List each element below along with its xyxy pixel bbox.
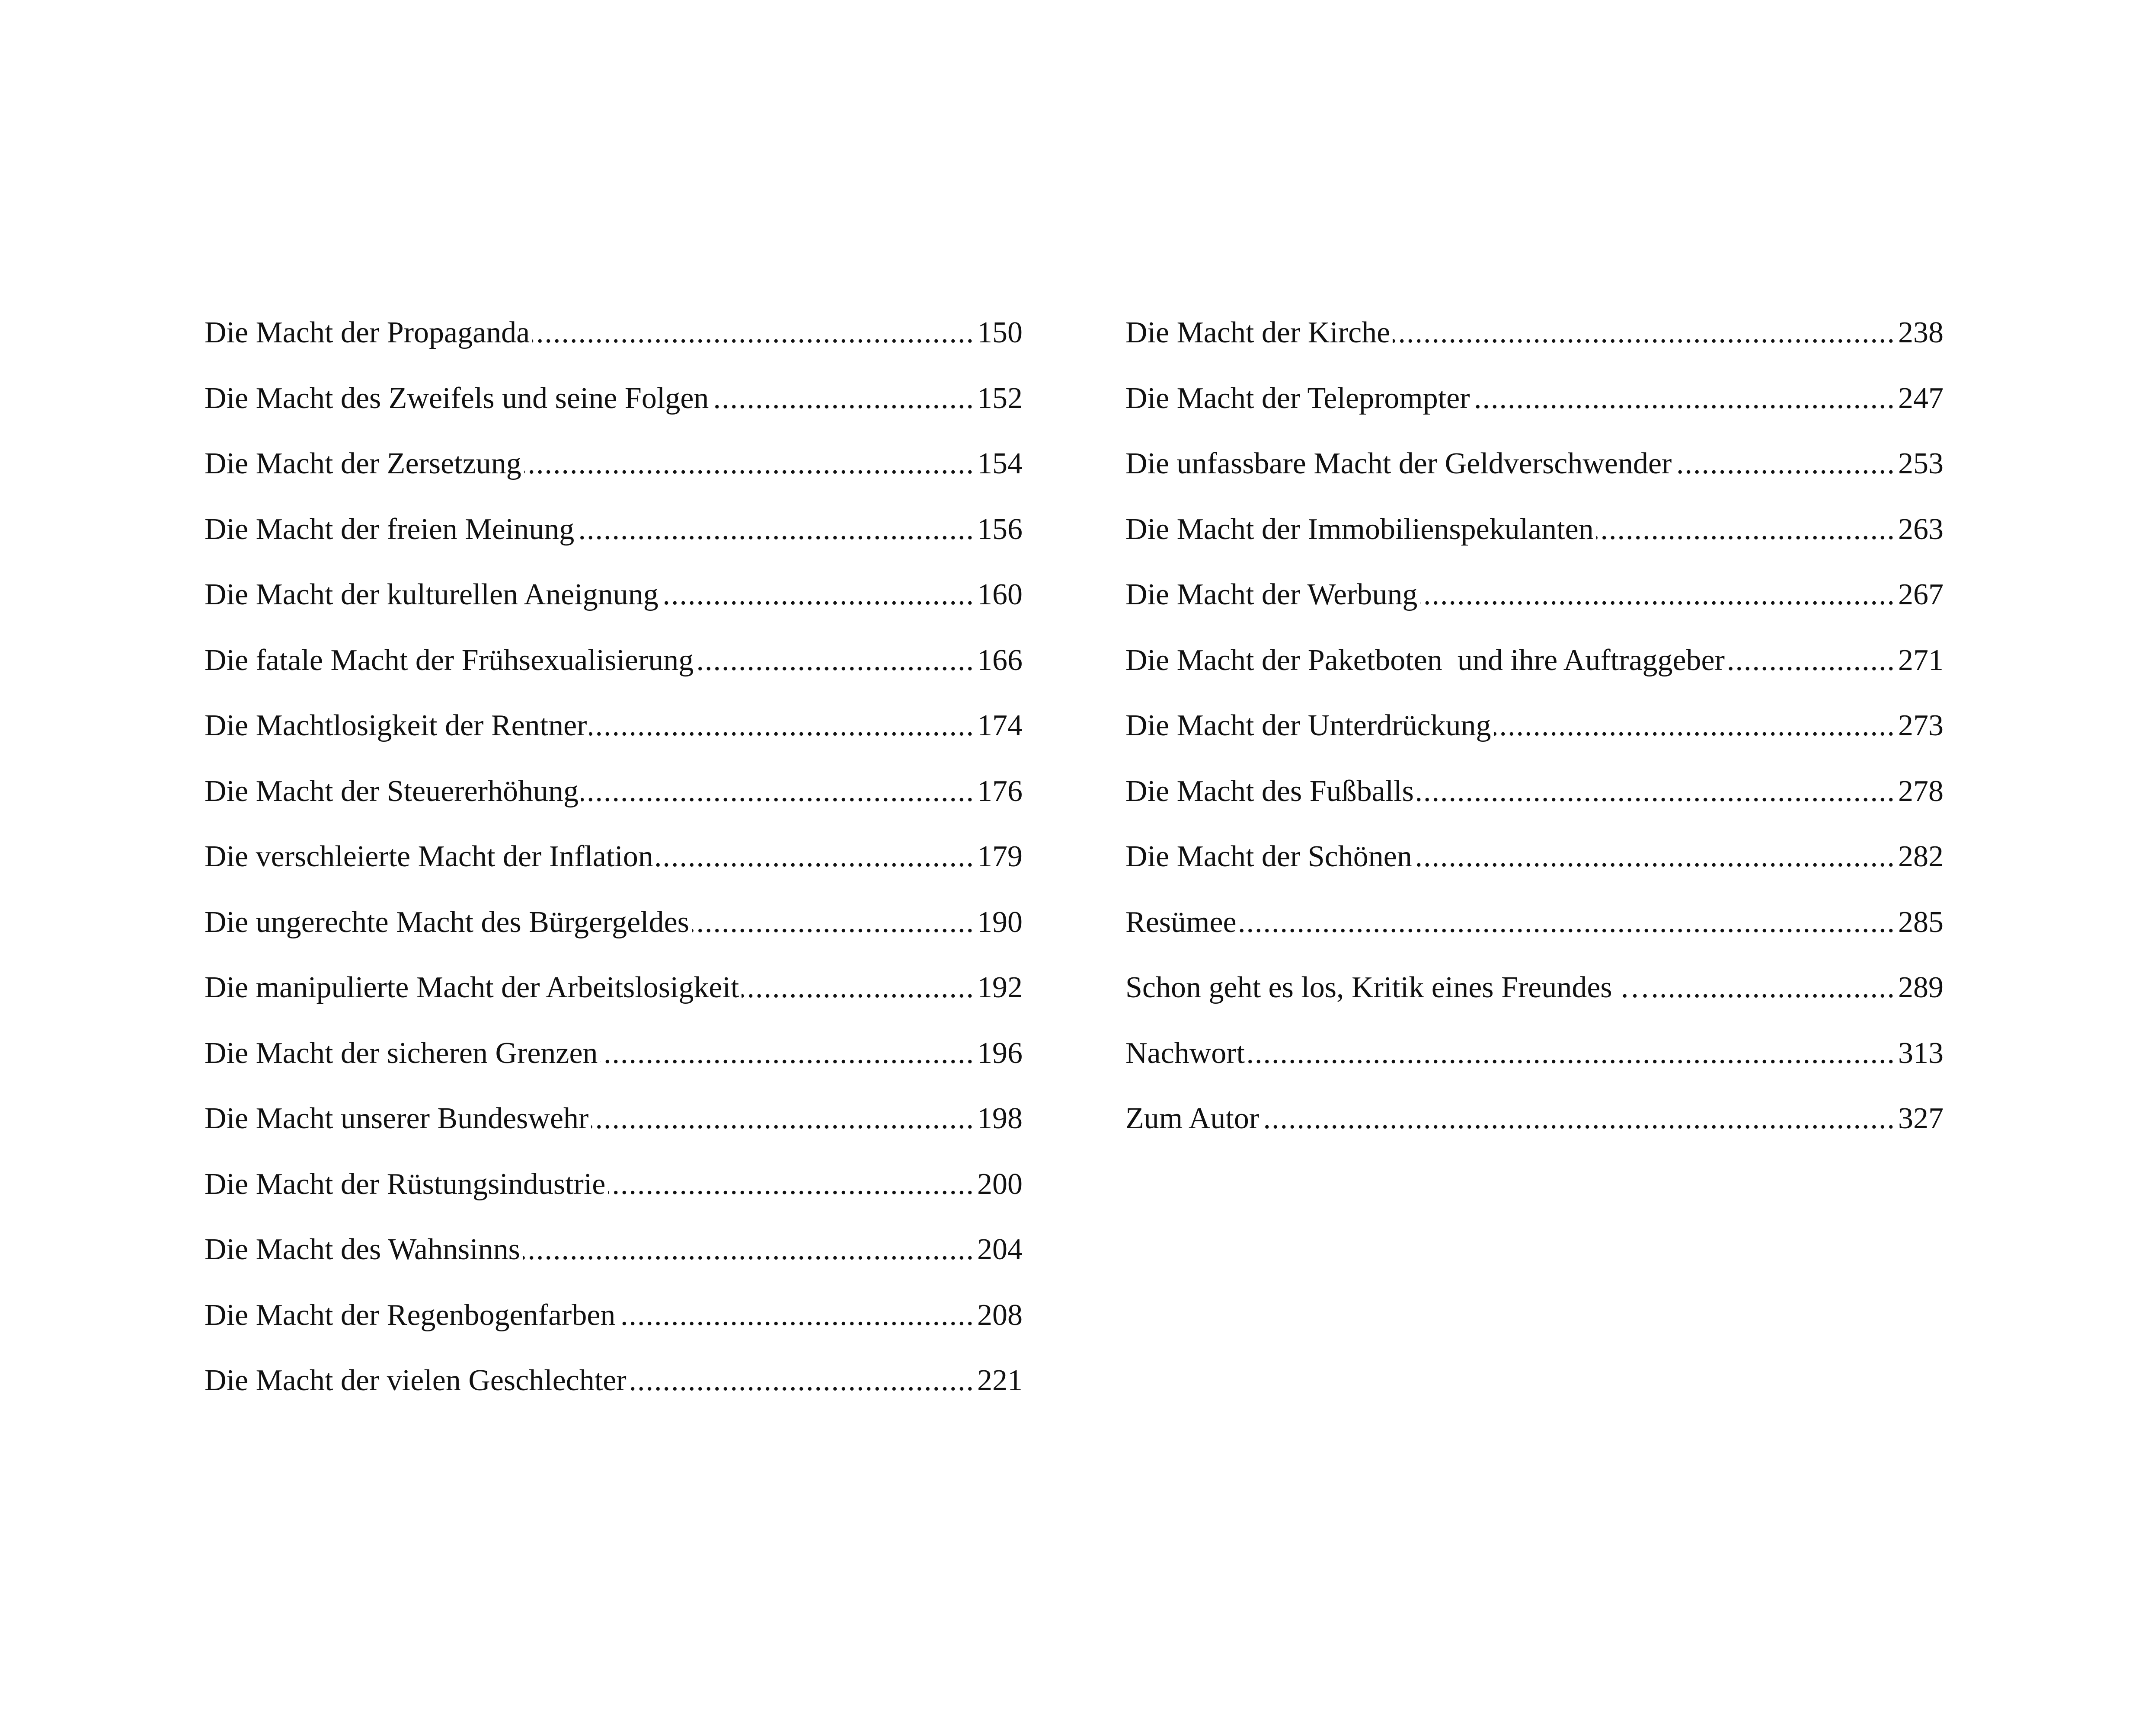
- toc-entry: [205, 829, 1023, 894]
- toc-dot-leader: [656, 829, 975, 885]
- toc-dot-leader: [1416, 763, 1896, 820]
- toc-entry-title: Die Macht der kulturellen Aneignung: [205, 578, 659, 611]
- toc-entry-page: 154: [977, 447, 1023, 480]
- toc-entry-title: Die Macht der Unterdrückung: [1125, 709, 1491, 742]
- toc-left-column: [205, 305, 1023, 1418]
- toc-dot-leader: [1653, 960, 1896, 1016]
- toc-entry: [1125, 501, 1944, 567]
- toc-entry-page: 327: [1898, 1102, 1944, 1135]
- toc-entry-title: Die Macht der Regenbogenfarben: [205, 1298, 616, 1332]
- toc-entry-title: Zum Autor: [1125, 1102, 1260, 1135]
- toc-entry: [1125, 305, 1944, 370]
- toc-entry-title: Die Macht der freien Meinung: [205, 512, 575, 546]
- toc-dot-leader: [1239, 894, 1896, 951]
- toc-entry: [1125, 698, 1944, 763]
- toc-entry: [205, 763, 1023, 829]
- toc-entry-title: Die Macht der Paketboten und ihre Auftraggeber: [1125, 643, 1725, 677]
- toc-entry: [1125, 1025, 1944, 1091]
- toc-entry-page: 282: [1898, 840, 1944, 873]
- toc-entry-page: 174: [977, 709, 1023, 742]
- toc-entry-title: Die Macht der Propaganda: [205, 316, 530, 349]
- toc-entry-page: 196: [977, 1036, 1023, 1070]
- toc-entry: [205, 960, 1023, 1025]
- toc-entry: [1125, 829, 1944, 894]
- toc-entry-title: Die Macht der Werbung: [1125, 578, 1418, 611]
- toc-entry-page: 166: [977, 643, 1023, 677]
- toc-entry-page: 271: [1898, 643, 1944, 677]
- toc-entry: [205, 1353, 1023, 1418]
- toc-entry-page: 208: [977, 1298, 1023, 1332]
- toc-entry: [1125, 436, 1944, 501]
- toc-entry-title: Die Macht der Steuererhöhung: [205, 774, 579, 808]
- toc-dot-leader: [1494, 698, 1896, 754]
- toc-entry-title: Nachwort: [1125, 1036, 1245, 1070]
- toc-entry-page: 200: [977, 1167, 1023, 1201]
- toc-entry-title: Die Macht unserer Bundeswehr: [205, 1102, 589, 1135]
- toc-entry-page: 192: [977, 971, 1023, 1004]
- toc-entry-title: Die manipulierte Macht der Arbeitslosigkeit: [205, 971, 739, 1004]
- toc-dot-leader: [1420, 567, 1896, 623]
- toc-dot-leader: [581, 763, 975, 820]
- toc-dot-leader: [661, 567, 975, 623]
- toc-entry-title: Die Macht der Zersetzung: [205, 447, 521, 480]
- toc-dot-leader: [711, 370, 975, 427]
- toc-entry-title: Die Macht der Teleprompter: [1125, 381, 1470, 415]
- toc-entry: [205, 1222, 1023, 1287]
- toc-entry-title: Die verschleierte Macht der Inflation: [205, 840, 653, 873]
- toc-entry: [1125, 960, 1944, 1025]
- toc-entry-page: 253: [1898, 447, 1944, 480]
- toc-entry-page: 263: [1898, 512, 1944, 546]
- toc-dot-leader: [524, 436, 975, 492]
- toc-entry-page: 176: [977, 774, 1023, 808]
- toc-entry-title: Resümee: [1125, 905, 1237, 939]
- toc-entry-title: Die Macht des Fußballs: [1125, 774, 1414, 808]
- toc-dot-leader: [629, 1353, 975, 1409]
- toc-dot-leader: [608, 1156, 975, 1213]
- toc-entry: [205, 698, 1023, 763]
- toc-dot-leader: [1727, 632, 1896, 689]
- toc-entry-title: Die Macht des Wahnsinns: [205, 1233, 520, 1266]
- toc-entry-title: Schon geht es los, Kritik eines Freundes …: [1125, 971, 1650, 1004]
- toc-entry-page: 179: [977, 840, 1023, 873]
- toc-entry-page: 204: [977, 1233, 1023, 1266]
- toc-entry: [1125, 894, 1944, 960]
- toc-entry-page: 152: [977, 381, 1023, 415]
- toc-entry-page: 313: [1898, 1036, 1944, 1070]
- toc-entry-title: Die Macht der Kirche: [1125, 316, 1391, 349]
- toc-entry: [205, 436, 1023, 501]
- toc-dot-leader: [696, 632, 975, 689]
- toc-dot-leader: [692, 894, 975, 951]
- toc-entry: [205, 370, 1023, 436]
- toc-dot-leader: [1674, 436, 1896, 492]
- toc-entry-title: Die ungerechte Macht des Bürgergeldes: [205, 905, 689, 939]
- toc-dot-leader: [1247, 1025, 1896, 1082]
- toc-entry-page: 247: [1898, 381, 1944, 415]
- toc-dot-leader: [601, 1025, 975, 1082]
- toc-entry-title: Die Machtlosigkeit der Rentner: [205, 709, 587, 742]
- toc-right-column: [1125, 305, 1944, 1156]
- toc-entry-page: 150: [977, 316, 1023, 349]
- toc-entry: [1125, 1091, 1944, 1156]
- toc-entry: [1125, 632, 1944, 698]
- toc-dot-leader: [577, 501, 975, 558]
- toc-dot-leader: [618, 1287, 975, 1343]
- toc-dot-leader: [1596, 501, 1896, 558]
- toc-entry-page: 156: [977, 512, 1023, 546]
- toc-entry-page: 238: [1898, 316, 1944, 349]
- toc-dot-leader: [742, 960, 975, 1016]
- toc-entry-title: Die Macht der Immobilienspekulanten: [1125, 512, 1594, 546]
- toc-dot-leader: [1262, 1091, 1896, 1147]
- toc-entry-title: Die Macht der Schönen: [1125, 840, 1412, 873]
- toc-entry: [205, 1156, 1023, 1222]
- toc-entry-page: 221: [977, 1364, 1023, 1397]
- toc-entry: [1125, 763, 1944, 829]
- toc-entry-page: 190: [977, 905, 1023, 939]
- toc-entry: [1125, 567, 1944, 632]
- toc-entry: [205, 1287, 1023, 1353]
- toc-dot-leader: [523, 1222, 975, 1278]
- toc-entry-title: Die Macht der sicheren Grenzen: [205, 1036, 598, 1070]
- toc-entry: [205, 501, 1023, 567]
- toc-entry-title: Die Macht der vielen Geschlechter: [205, 1364, 627, 1397]
- toc-entry-page: 273: [1898, 709, 1944, 742]
- toc-entry: [1125, 370, 1944, 436]
- toc-entry: [205, 894, 1023, 960]
- toc-dot-leader: [1415, 829, 1896, 885]
- toc-entry: [205, 567, 1023, 632]
- toc-entry: [205, 632, 1023, 698]
- toc-entry-title: Die fatale Macht der Frühsexualisierung: [205, 643, 694, 677]
- toc-entry: [205, 305, 1023, 370]
- toc-entry-title: Die unfassbare Macht der Geldverschwender: [1125, 447, 1672, 480]
- toc-entry-page: 285: [1898, 905, 1944, 939]
- toc-entry-page: 267: [1898, 578, 1944, 611]
- toc-entry-title: Die Macht des Zweifels und seine Folgen: [205, 381, 709, 415]
- toc-entry-page: 289: [1898, 971, 1944, 1004]
- toc-entry-page: 160: [977, 578, 1023, 611]
- toc-dot-leader: [532, 305, 975, 361]
- toc-entry-page: 278: [1898, 774, 1944, 808]
- toc-entry-title: Die Macht der Rüstungsindustrie: [205, 1167, 606, 1201]
- toc-entry-page: 198: [977, 1102, 1023, 1135]
- toc-dot-leader: [591, 1091, 975, 1147]
- toc-dot-leader: [1393, 305, 1896, 361]
- toc-entry: [205, 1025, 1023, 1091]
- toc-dot-leader: [589, 698, 975, 754]
- toc-dot-leader: [1473, 370, 1896, 427]
- toc-entry: [205, 1091, 1023, 1156]
